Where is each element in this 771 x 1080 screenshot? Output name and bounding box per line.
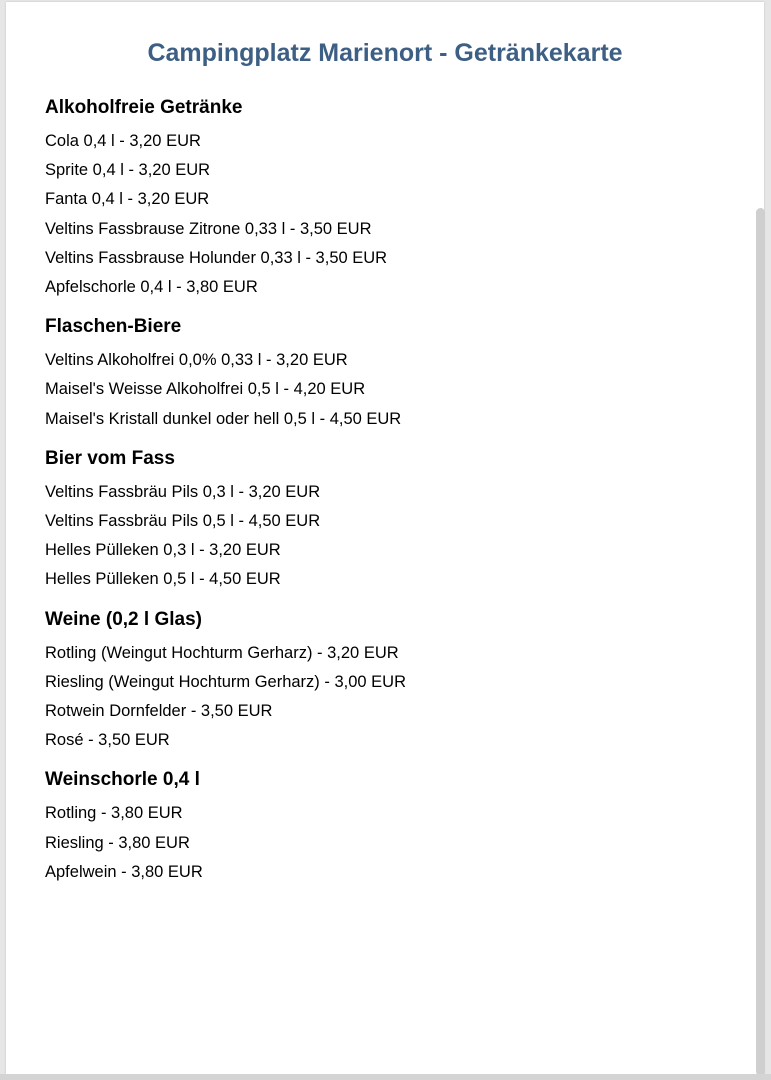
item-list [45, 346, 725, 434]
menu-content [45, 96, 725, 900]
menu-item: Sprite 0,4 l - 3,20 EUR [45, 161, 211, 180]
vertical-scrollbar[interactable] [756, 208, 765, 1076]
window-bottom-edge [0, 1074, 771, 1080]
section-weine [45, 608, 725, 756]
section-title: Bier vom Fass [45, 447, 175, 469]
item-list [45, 639, 725, 756]
menu-item: Cola 0,4 l - 3,20 EUR [45, 132, 201, 150]
menu-item: Apfelschorle 0,4 l - 3,80 EUR [45, 278, 258, 297]
page-title: Campingplatz Marienort - Getränkekarte [147, 39, 623, 67]
menu-item: Apfelwein - 3,80 EUR [45, 862, 203, 881]
menu-item: Maisel's Weisse Alkoholfrei 0,5 l - 4,20 EUR [45, 380, 366, 399]
menu-item: Fanta 0,4 l - 3,20 EUR [45, 190, 210, 209]
menu-page [6, 2, 764, 1074]
menu-item: Rotwein Dornfelder - 3,50 EUR [45, 702, 273, 721]
menu-item: Veltins Fassbrause Zitrone 0,33 l - 3,50 EUR [45, 219, 372, 238]
section-alkoholfreie-getraenke [45, 96, 725, 302]
item-list [45, 799, 725, 887]
menu-item: Riesling (Weingut Hochturm Gerharz) - 3,00 EUR [45, 672, 406, 691]
menu-item: Veltins Fassbrause Holunder 0,33 l - 3,50 EUR [45, 248, 388, 267]
menu-item: Rotling - 3,80 EUR [45, 804, 183, 823]
menu-item: Veltins Fassbräu Pils 0,5 l - 4,50 EUR [45, 512, 321, 531]
section-flaschen-biere [45, 315, 725, 434]
menu-item: Veltins Fassbräu Pils 0,3 l - 3,20 EUR [45, 482, 321, 501]
menu-item: Veltins Alkoholfrei 0,0% 0,33 l - 3,20 EUR [45, 351, 348, 370]
menu-item: Maisel's Kristall dunkel oder hell 0,5 l - 4,50 EUR [45, 409, 402, 428]
item-list [45, 478, 725, 595]
section-weinschorle [45, 768, 725, 887]
item-list [45, 127, 725, 302]
section-title: Flaschen-Biere [45, 316, 182, 338]
section-bier-vom-fass [45, 447, 725, 595]
section-title: Weinschorle 0,4 l [45, 769, 200, 791]
menu-item: Rotling (Weingut Hochturm Gerharz) - 3,20 EUR [45, 643, 399, 662]
menu-item: Rosé - 3,50 EUR [45, 731, 170, 750]
section-title: Weine (0,2 l Glas) [45, 608, 202, 630]
section-title: Alkoholfreie Getränke [45, 97, 243, 118]
menu-item: Helles Pülleken 0,3 l - 3,20 EUR [45, 541, 281, 560]
menu-item: Helles Pülleken 0,5 l - 4,50 EUR [45, 570, 281, 589]
menu-item: Riesling - 3,80 EUR [45, 833, 190, 852]
